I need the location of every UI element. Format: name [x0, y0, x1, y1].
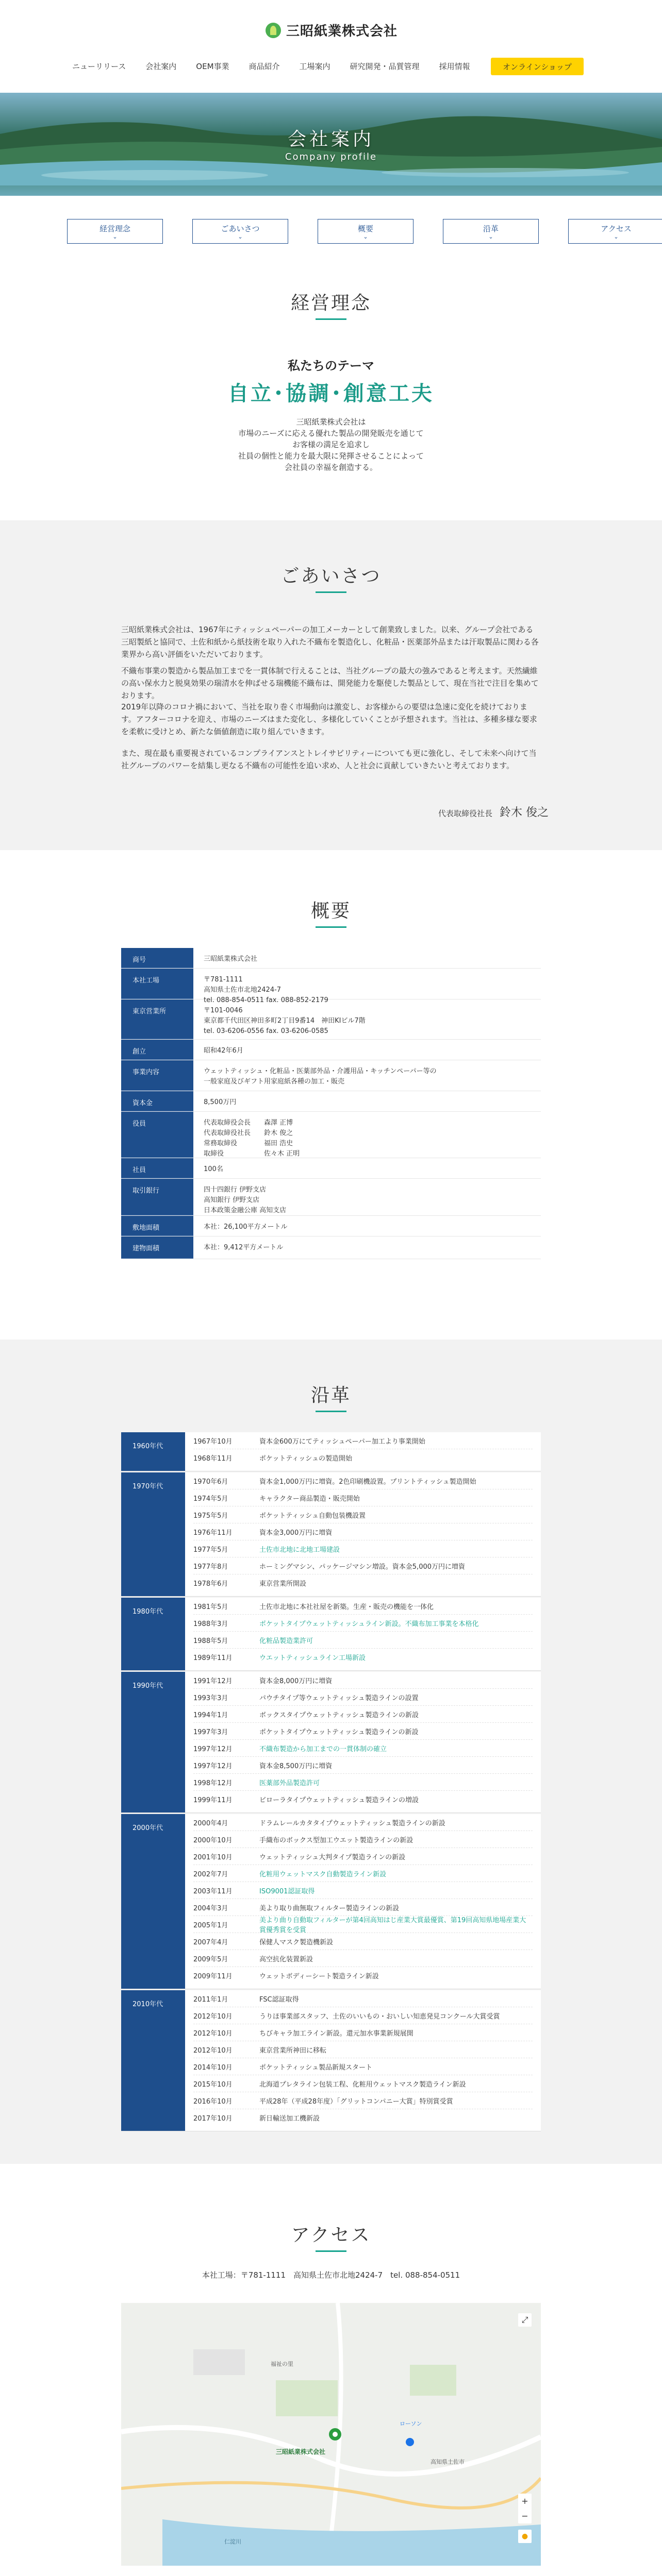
history-era [121, 1472, 541, 1597]
section-anchor-nav [67, 219, 662, 244]
map-label: 福祉の里 [271, 2361, 293, 2367]
overview-value: 三昭紙業株式会社 [204, 955, 258, 963]
street-view-icon[interactable]: ● [518, 2530, 532, 2543]
history-date: 1977年5月 [193, 1546, 228, 1554]
hero-title: 会社案内 [287, 129, 374, 150]
anchor-button[interactable] [318, 219, 413, 244]
history-row [193, 1865, 533, 1882]
history-row [193, 1506, 533, 1523]
overview-row [121, 948, 541, 969]
history-row [193, 2007, 533, 2024]
greeting-paragraph: 2019年以降のコロナ禍において、当社を取り巻く市場動向は激変し、お客様からの要望は急速に変化を続けております。アフターコロナを迎え、市場のニーズはまた変化し、多様化していくことが予想されます。当社は、多種多様な要求を柔軟に受けとめ、新たな価値創造に取り組んでいきます。 [121, 702, 537, 736]
history-event: 東京営業所神田に移転 [259, 2046, 327, 2055]
hero-banner [0, 93, 662, 196]
overview-heading: 概要 [310, 901, 351, 922]
history-date: 1993年3月 [193, 1694, 228, 1702]
history-date: 2003年11月 [193, 1887, 233, 1895]
overview-row [121, 969, 541, 1004]
overview-key: 社員 [121, 1158, 193, 1178]
history-date: 1997年12月 [193, 1745, 233, 1753]
access-address: 本社工場：〒781-1111 高知県土佐市北地2424-7 tel. 088-854-0511 [202, 2270, 460, 2280]
history-event: 不織布製造から加工までの一貫体制の確立 [259, 1745, 387, 1753]
history-date: 1988年5月 [193, 1637, 228, 1645]
greeting-signature [438, 804, 549, 820]
history-row [193, 1449, 533, 1466]
history-date: 1997年3月 [193, 1728, 228, 1736]
history-event: ウェットティッシュ大判タイプ製造ラインの新設 [259, 1853, 406, 1861]
global-nav [72, 61, 470, 72]
history-event: 資本金600万にてティッシュペーパー加工より事業開始 [259, 1437, 425, 1446]
history-event: ホーミングマシン、パッケージマシン増設。資本金5,000万円に増資 [259, 1563, 466, 1571]
history-row [193, 1848, 533, 1865]
history-row [193, 2024, 533, 2041]
history-event: ウェットボディーシート製造ライン新設 [259, 1973, 379, 1980]
history-date: 1999年11月 [193, 1797, 233, 1804]
history-event: 手織布のボックス型加工ウエット製造ラインの新設 [259, 1836, 413, 1844]
history-event: 化粧品製造業許可 [259, 1637, 313, 1645]
anchor-button[interactable] [568, 219, 662, 244]
history-date: 2012年10月 [193, 2046, 233, 2055]
nav-item[interactable]: OEM事業 [196, 62, 229, 71]
overview-row [121, 1040, 541, 1060]
history-row [193, 2058, 533, 2075]
history-date: 1975年5月 [193, 1512, 228, 1520]
history-event: ポケットタイプウェットティッシュライン新設。不織布加工事業を本格化 [259, 1620, 479, 1628]
map-graphic [121, 2303, 541, 2566]
hero-subtitle: Company profile [285, 151, 377, 162]
history-event: 美より曲り自動取フィルターが第4回高知はじ産業大賞最優賞、第19回高知県地場産業大賞優秀賞を受賞 [259, 1917, 526, 1934]
history-date: 2012年10月 [193, 2012, 233, 2021]
history-row [193, 1432, 533, 1449]
history-event: ポケットティッシュ自動包装機設置 [259, 1512, 366, 1520]
history-row [193, 1757, 533, 1774]
history-row [193, 1791, 533, 1808]
history-event: 資本金3,000万円に増資 [259, 1529, 333, 1537]
history-date: 1991年12月 [193, 1677, 233, 1685]
overview-value: ウェットティッシュ・化粧品・医薬部外品・介護用品・キッチンペーパー等の 一般家庭及びギフト用家庭紙各種の加工・販売 [204, 1067, 437, 1086]
history-row [193, 1706, 533, 1723]
anchor-label: 沿革 [483, 224, 499, 233]
history-row [193, 2041, 533, 2058]
anchor-label: 概要 [357, 224, 373, 233]
history-event: パウチタイプ等ウェットティッシュ製造ラインの設置 [259, 1694, 419, 1702]
chevron-down-icon: ⌄ [363, 233, 368, 240]
chevron-down-icon: ⌄ [488, 233, 493, 240]
history-era [121, 1432, 541, 1471]
history-date: 2000年4月 [193, 1819, 228, 1827]
history-row [193, 1557, 533, 1574]
history-row [193, 1740, 533, 1757]
history-era [121, 1990, 541, 2131]
heading-underline [316, 2250, 346, 2252]
heading-underline [316, 1411, 346, 1412]
overview-key: 建物面積 [121, 1236, 193, 1259]
anchor-button[interactable] [443, 219, 539, 244]
history-event: うりほ事業部スタッフ、土佐のいいもの・おいしい知恵発見コンクール大賞受賞 [259, 2012, 500, 2021]
chevron-down-icon: ⌄ [112, 233, 118, 240]
history-date: 1967年10月 [193, 1437, 233, 1446]
overview-value: 〒781-1111 高知県土佐市北地2424-7 tel. 088-854-0511 fax. 088-852-2179 [204, 976, 328, 1004]
chevron-down-icon: ⌄ [238, 233, 243, 240]
history-event: 新日輸送加工機新設 [259, 2115, 320, 2123]
history-event: 化粧用ウェットマスク自動製造ライン新設 [259, 1870, 387, 1878]
logo-mark-icon [266, 23, 281, 38]
history-date: 2005年1月 [193, 1921, 228, 1929]
history-event: ドラムレールカタタイプウェットティッシュ製造ラインの新設 [259, 1819, 445, 1827]
history-event: ビローラタイプウェットティッシュ製造ラインの増設 [259, 1797, 419, 1804]
nav-item[interactable]: 会社案内 [145, 62, 177, 71]
history-event: 高空抗化装置新設 [259, 1955, 313, 1963]
era-label: 1980年代 [121, 1598, 185, 1670]
history-era [121, 1814, 541, 1989]
history-event: キャラクター商品製造・販売開始 [259, 1495, 360, 1503]
history-row [193, 1990, 533, 2007]
philosophy-line: 社員の個性と能力を最大限に発揮させることによって [238, 451, 424, 461]
history-row [193, 1489, 533, 1506]
map-label: 高知県土佐市 [431, 2459, 465, 2465]
history-row [193, 1916, 533, 1933]
signature-title: 代表取締役社長 [438, 809, 493, 818]
history-row [193, 1472, 533, 1489]
history-event: ウエットティッシュライン工場新設 [259, 1654, 366, 1662]
philosophy-line: 三昭紙業株式会社は [296, 417, 366, 427]
history-date: 1998年12月 [193, 1779, 233, 1787]
history-date: 2014年10月 [193, 2063, 233, 2072]
overview-key: 取引銀行 [121, 1179, 193, 1215]
overview-key: 事業内容 [121, 1060, 193, 1091]
history-row [193, 2075, 533, 2092]
overview-value: 8,500万円 [204, 1098, 237, 1106]
history-date: 2001年10月 [193, 1853, 233, 1861]
history-row [193, 1967, 533, 1984]
history-row [193, 1615, 533, 1632]
history-event: 資本金1,000万円に増資。2色印刷機設置。プリントティッシュ製造開始 [259, 1478, 476, 1486]
overview-row [121, 1216, 541, 1236]
era-label: 1990年代 [121, 1672, 185, 1812]
nav-item[interactable]: ニューリリース [72, 62, 126, 71]
history-event: FSC認証取得 [259, 1995, 299, 2004]
overview-row [121, 999, 541, 1040]
overview-key: 役員 [121, 1112, 193, 1158]
era-label: 2000年代 [121, 1814, 185, 1989]
history-row [193, 1574, 533, 1591]
history-date: 2011年1月 [193, 1995, 228, 2004]
history-row [193, 2092, 533, 2109]
history-date: 2009年5月 [193, 1955, 228, 1963]
history-row [193, 1774, 533, 1791]
heading-underline [316, 318, 346, 320]
history-row [193, 1831, 533, 1848]
overview-row [121, 1091, 541, 1112]
history-row [193, 1882, 533, 1899]
overview-row [121, 1112, 541, 1158]
access-map[interactable] [121, 2303, 541, 2566]
history-event: 北海道プレタライン包装工程、化粧用ウェットマスク製造ライン新設 [259, 2080, 466, 2089]
history-date: 2007年4月 [193, 1938, 228, 1946]
history-row [193, 1523, 533, 1540]
overview-key: 商号 [121, 948, 193, 968]
overview-key: 東京営業所 [121, 999, 193, 1039]
map-label: 仁淀川 [224, 2538, 241, 2545]
heading-underline [316, 926, 346, 928]
history-date: 1976年11月 [193, 1529, 233, 1537]
zoom-controls[interactable]: + − [518, 2494, 532, 2523]
history-date: 1997年12月 [193, 1762, 233, 1770]
history-row [193, 1950, 533, 1967]
history-date: 2004年3月 [193, 1904, 228, 1912]
overview-key: 資本金 [121, 1091, 193, 1111]
history-event: 東京営業所開設 [259, 1580, 307, 1588]
philosophy-line: 会社員の幸福を創造する。 [284, 463, 377, 472]
overview-row [121, 1158, 541, 1179]
anchor-button[interactable] [67, 219, 163, 244]
fullscreen-icon[interactable]: ⤢ [518, 2313, 532, 2327]
history-event: 土佐市北地に本社社屋を新築。生産・販売の機能を一体化 [259, 1603, 434, 1611]
overview-row [121, 1236, 541, 1259]
history-row [193, 1899, 533, 1916]
access-heading: アクセス [291, 2225, 371, 2246]
history-event: 医薬部外品製造許可 [259, 1779, 320, 1787]
history-date: 1978年6月 [193, 1580, 228, 1588]
overview-value: 100名 [204, 1165, 223, 1173]
nav-item[interactable]: 採用情報 [439, 62, 470, 71]
history-date: 2016年10月 [193, 2097, 233, 2106]
philosophy-line: お客様の満足を追求し [292, 440, 370, 449]
history-date: 2002年7月 [193, 1870, 228, 1878]
history-date: 1977年8月 [193, 1563, 228, 1571]
overview-value: 本社：9,412平方メートル [204, 1244, 284, 1251]
site-logo[interactable]: 三昭紙業株式会社 [266, 21, 398, 40]
history-era [121, 1672, 541, 1813]
history-row [193, 1649, 533, 1666]
history-event: 平成28年（平成28年度）「グリットコンパニー大賞」特別賞受賞 [259, 2097, 453, 2106]
history-heading: 沿革 [310, 1385, 351, 1406]
history-row [193, 1598, 533, 1615]
site-header [0, 0, 662, 93]
online-shop-button[interactable]: オンラインショップ [491, 58, 584, 75]
history-event: 土佐市北地に北地工場建設 [259, 1546, 340, 1554]
history-row [193, 1672, 533, 1689]
overview-value: 代表取締役会長 森澤 正博 代表取締役社長 鈴木 俊之 常務取締役 福田 浩史 取締役 佐々木 正明 [204, 1119, 300, 1158]
history-date: 1970年6月 [193, 1478, 228, 1486]
history-date: 1994年1月 [193, 1711, 228, 1719]
overview-value: 四十四銀行 伊野支店 高知銀行 伊野支店 日本政策金融公庫 高知支店 [204, 1186, 287, 1214]
history-date: 1968年11月 [193, 1455, 233, 1463]
theme-label: 私たちのテーマ [288, 359, 374, 373]
history-event: ポケットティッシュ製品新規スタート [259, 2063, 373, 2072]
greeting-paragraph: また、現在最も重要視されているコンプライアンスとトレイサビリティーについても更に強化し、そして未来へ向けて当社グループのパワーを結集し更なる不織布の可能性を追い求め、人と社会に貢献していきたいと考えております。 [121, 749, 537, 770]
history-row [193, 1723, 533, 1740]
history-date: 2017年10月 [193, 2115, 233, 2123]
history-date: 1974年5月 [193, 1495, 228, 1503]
history-date: 2015年10月 [193, 2080, 233, 2089]
history-event: 資本金8,000万円に増資 [259, 1677, 333, 1685]
history-date: 1989年11月 [193, 1654, 233, 1662]
history-row [193, 2109, 533, 2126]
philosophy-line: 市場のニーズに応える優れた製品の開発販売を通じて [238, 429, 424, 438]
overview-value: 昭和42年6月 [204, 1047, 243, 1055]
greeting-paragraph: 不織布事業の製造から製品加工までを一貫体制で行えることは、当社グループの最大の強みであると考えます。天然繊維の高い保水力と脱臭効果の瑞清水を伸ばせる瑞機能不織布は、開発能力を駆使した製品として、現在当社で注目を集めております。 [121, 666, 539, 700]
greeting-heading: ごあいさつ [280, 566, 382, 587]
history-era [121, 1598, 541, 1671]
history-date: 2000年10月 [193, 1836, 233, 1844]
overview-value: 〒101-0046 東京都千代田区神田多町2丁目9番14 神田KIビル7階 tel. 03-6206-0556 fax. 03-6206-0585 [204, 1007, 366, 1035]
history-date: 2012年10月 [193, 2029, 233, 2038]
era-label: 1970年代 [121, 1472, 185, 1596]
anchor-label: 経営理念 [99, 224, 130, 233]
overview-key: 敷地面積 [121, 1216, 193, 1236]
overview-key: 本社工場 [121, 969, 193, 999]
signature-name: 鈴木 俊之 [500, 806, 549, 819]
history-event: 美より取り曲無取フィルター製造ラインの新設 [259, 1904, 400, 1912]
philosophy-heading: 経営理念 [290, 293, 371, 314]
theme-text: 自立･協調･創意工夫 [228, 382, 434, 405]
overview-value: 本社：26,100平方メートル [204, 1223, 288, 1231]
history-event: ISO9001認証取得 [259, 1887, 315, 1895]
map-label: 三昭紙業株式会社 [276, 2448, 326, 2455]
overview-key: 創立 [121, 1040, 193, 1060]
map-label: ローソン [400, 2420, 422, 2427]
heading-underline [316, 591, 346, 593]
history-row [193, 1540, 533, 1557]
history-row [193, 1933, 533, 1950]
era-label: 2010年代 [121, 1990, 185, 2131]
history-date: 1988年3月 [193, 1620, 228, 1628]
history-row [193, 1689, 533, 1706]
nav-item[interactable]: 商品紹介 [249, 62, 280, 71]
history-date: 2009年11月 [193, 1973, 233, 1980]
chevron-down-icon: ⌄ [614, 233, 619, 240]
history-event: ポケットタイプウェットティッシュ製造ラインの新設 [259, 1728, 419, 1736]
era-label: 1960年代 [121, 1432, 185, 1471]
history-event: 保健人マスク製造機新設 [259, 1938, 334, 1946]
overview-row [121, 1060, 541, 1091]
nav-item[interactable]: 工場案内 [299, 62, 330, 71]
anchor-button[interactable] [192, 219, 288, 244]
overview-row [121, 1179, 541, 1216]
history-event: ボックスタイプウェットティッシュ製造ラインの新設 [259, 1711, 419, 1719]
history-event: ちびキャラ加工ライン新設。還元加水事業新規展開 [259, 2029, 413, 2038]
greeting-paragraph: 三昭紙業株式会社は、1967年にティッシュペーパーの加工メーカーとして創業致しました。以来、グループ会社である三昭製紙と協同で、土佐和紙から紙技術を取り入れた不織布を製造化し、化粧品・医薬部外品または汗取製品に関わる各業界から高い評価をいただいております。 [121, 625, 539, 659]
history-event: ポケットティッシュの製造開始 [259, 1455, 353, 1463]
history-date: 1981年5月 [193, 1603, 228, 1611]
anchor-label: ごあいさつ [221, 224, 260, 233]
history-row [193, 1814, 533, 1831]
history-event: 資本金8,500万円に増資 [259, 1762, 333, 1770]
philosophy-text [0, 416, 662, 473]
history-row [193, 1632, 533, 1649]
nav-item[interactable]: 研究開発・品質管理 [350, 62, 420, 71]
anchor-label: アクセス [601, 224, 632, 233]
